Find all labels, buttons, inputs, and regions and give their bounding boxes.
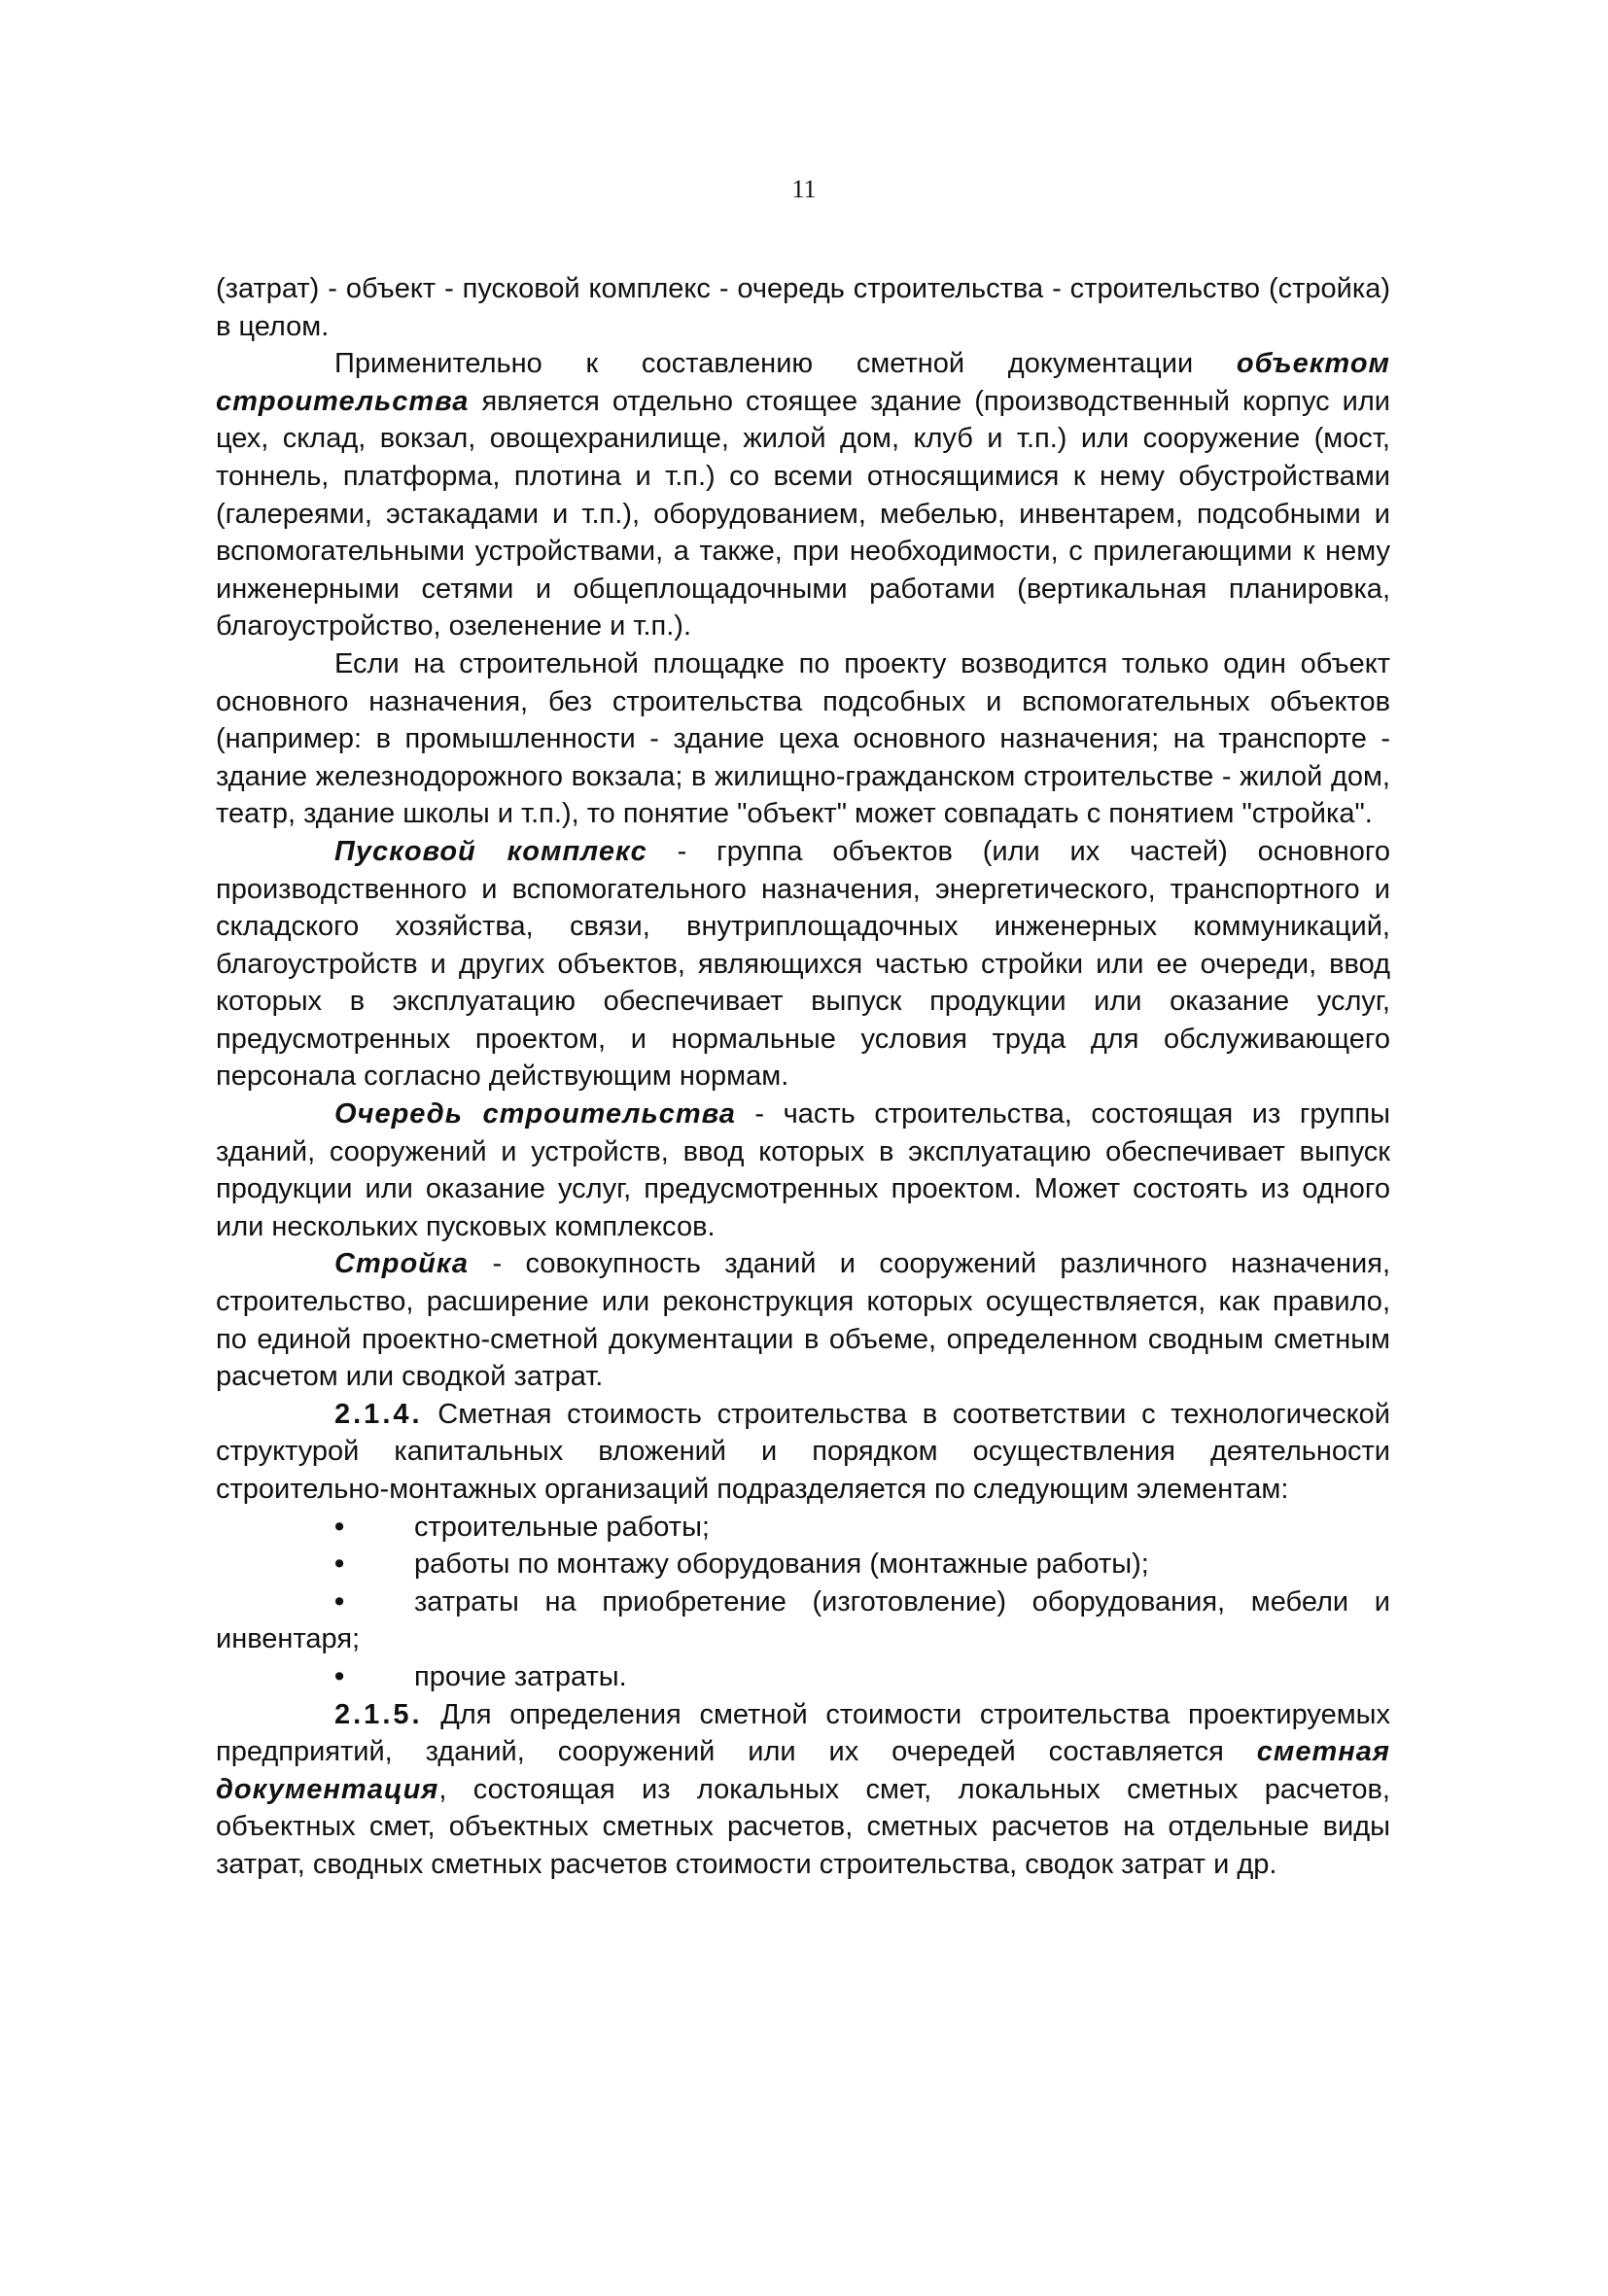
- paragraph-text: - группа объектов (или их частей) основного производственного и вспомогательного назначения, энергетического, транспортного и складского хозяйства, связи, внутриплощадочных инженерных коммуникаций, благоустройств и других объектов, являющихся частью стройки или ее очереди, ввод которых в эксплуатацию обеспечивает выпуск продукции или оказание услуг, предусмотренных проектом, и нормальные условия труда для обслуживающего персонала согласно действующим нормам.: [216, 835, 1390, 1093]
- term-construction-stage: Очередь строительства: [334, 1098, 736, 1131]
- term-estimate-documentation: сметная документация: [216, 1736, 1390, 1805]
- paragraph-text: - совокупность зданий и сооружений различного назначения, строительство, расширение или реконструкция которых осуществляется, как правило, по единой проектно-сметной документации в объеме, определенном сводным сметным расчетом или сводкой затрат.: [216, 1248, 1390, 1393]
- paragraph-2-1-5: [216, 1696, 1390, 1884]
- paragraph-text: является отдельно стоящее здание (производственный корпус или цех, склад, вокзал, овощехранилище, жилой дом, клуб и т.п.) или сооружение (мост, тоннель, платформа, плотина и т.п.) со всеми относящимися к нему обустройствами (галереями, эстакадами и т.п.), оборудованием, мебелью, инвентарем, подсобными и вспомогательными устройствами, а также, при необходимости, с прилегающими к нему инженерными сетями и общеплощадочными работами (вертикальная планировка, благоустройство, озеленение и т.п.).: [216, 385, 1390, 643]
- list-item: [216, 1658, 1390, 1696]
- paragraph-lead: Для определения сметной стоимости строительства проектируемых предприятий, зданий, сооружений или их очередей составляется: [216, 1698, 1390, 1768]
- paragraph-text: Сметная стоимость строительства в соответствии с технологической структурой капитальных вложений и порядком осуществления деятельности строительно-монтажных организаций подразделяется по следующим элементам:: [216, 1398, 1390, 1505]
- page-number: 11: [791, 175, 817, 203]
- paragraph-single-object: Если на строительной площадке по проекту возводится только один объект основного назначения, без строительства подсобных и вспомогательных объектов (например: в промышленности - здание цеха основного назначения; на транспорте - здание железнодорожного вокзала; в жилищно-гражданском строительстве - жилой дом, театр, здание школы и т.п.), то понятие "объект" может совпадать с понятием "стройка".: [216, 647, 1390, 830]
- term-object: объектом строительства: [216, 348, 1390, 417]
- list-item-text: прочие затраты.: [414, 1660, 627, 1692]
- document-body: [216, 270, 1390, 1884]
- term-launch-complex: Пусковой комплекс: [334, 835, 647, 867]
- list-item-text: работы по монтажу оборудования (монтажные работы);: [414, 1548, 1149, 1581]
- paragraph-construction-stage: [216, 1096, 1390, 1245]
- paragraph-text: , состоящая из локальных смет, локальных сметных расчетов, объектных смет, объектных сметных расчетов, сметных расчетов на отдельные виды затрат, сводных сметных расчетов стоимости строительства, сводок затрат и др.: [216, 1773, 1390, 1880]
- paragraph-object-definition: [216, 345, 1390, 645]
- list-item-text: затраты на приобретение (изготовление) оборудования, мебели и инвентаря;: [216, 1585, 1390, 1655]
- paragraph-text: - часть строительства, состоящая из группы зданий, сооружений и устройств, ввод которых в эксплуатацию обеспечивает выпуск продукции или оказание услуг, предусмотренных проектом. Может состоять из одного или нескольких пусковых комплексов.: [216, 1098, 1390, 1242]
- cost-elements-list: [216, 1509, 1390, 1696]
- bullet-icon: •: [334, 1585, 345, 1618]
- paragraph-construction-project: [216, 1245, 1390, 1395]
- paragraph-lead: Применительно к составлению сметной документации: [334, 348, 1237, 380]
- term-construction-project: Стройка: [334, 1248, 470, 1280]
- list-item-text: строительные работы;: [414, 1511, 710, 1543]
- paragraph-hierarchy: (затрат) - объект - пусковой комплекс - очередь строительства - строительство (стройка) в целом.: [216, 273, 1390, 342]
- section-number: 2.1.5.: [334, 1698, 423, 1730]
- list-item: [216, 1509, 1390, 1547]
- paragraph-launch-complex: [216, 833, 1390, 1096]
- paragraph-2-1-4: [216, 1396, 1390, 1509]
- list-item: [216, 1546, 1390, 1583]
- bullet-icon: •: [334, 1548, 345, 1581]
- list-item: [216, 1583, 1390, 1658]
- bullet-icon: •: [334, 1660, 345, 1692]
- bullet-icon: •: [334, 1511, 345, 1543]
- section-number: 2.1.4.: [334, 1398, 423, 1430]
